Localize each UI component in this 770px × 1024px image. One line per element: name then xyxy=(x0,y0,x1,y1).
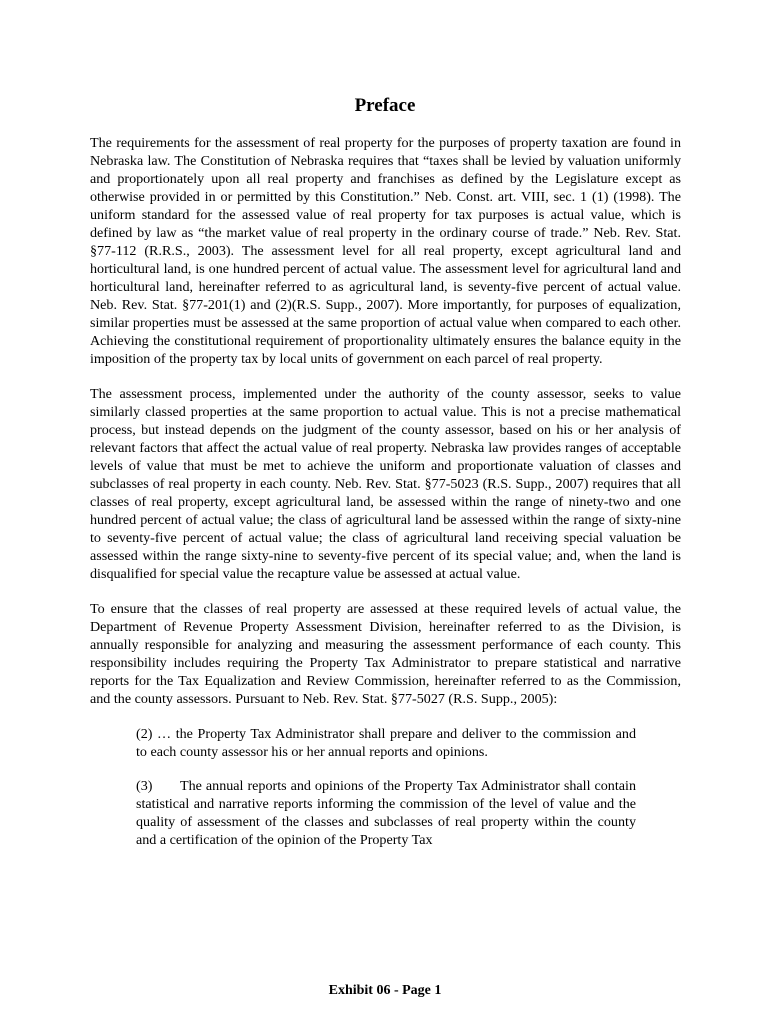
block-quote xyxy=(136,777,636,849)
quote-text: (2) … the Property Tax Administrator shall prepare and deliver to the commission and to each county assessor his or her annual reports and opinions. xyxy=(136,726,636,760)
document-body xyxy=(90,134,681,865)
page-footer: Exhibit 06 - Page 1 xyxy=(328,983,442,998)
paragraph: The assessment process, implemented under the authority of the county assessor, seeks to value similarly classed properties at the same proportion to actual value. This is not a precise mathematical process, but instead depends on the judgment of the county assessor, based on his or her analysis of relevant factors that affect the actual value of real property. Nebraska law provides ranges of acceptable levels of value that must be met to achieve the uniform and proportionate valuation of classes and subclasses of real property in each county. Neb. Rev. Stat. §77-5023 (R.S. Supp., 2007) requires that all classes of real property, except agricultural land, be assessed within the range of ninety-two and one hundred percent of actual value; the class of agricultural land be assessed within the range of sixty-nine to seventy-five percent of actual value; the class of agricultural land receiving special valuation be assessed within the range sixty-nine to seventy-five percent of its special value; and, when the land is disqualified for special value the recapture value be assessed at actual value. xyxy=(90,386,681,582)
page-title: Preface xyxy=(354,95,416,116)
quote-text: The annual reports and opinions of the Property Tax Administrator shall contain statistical and narrative reports informing the commission of the level of value and the quality of assessment of the classes and subclasses of real property within the county and a certification of the opinion of the Property Tax xyxy=(136,778,636,848)
quote-number: (3) xyxy=(136,778,153,794)
block-quote xyxy=(136,725,636,761)
paragraph: The requirements for the assessment of real property for the purposes of property taxation are found in Nebraska law. The Constitution of Nebraska requires that “taxes shall be levied by valuation uniformly and proportionately upon all real property and franchises as defined by the Legislature except as otherwise provided in or permitted by this Constitution.” Neb. Const. art. VIII, sec. 1 (1) (1998). The uniform standard for the assessed value of real property for tax purposes is actual value, which is defined by law as “the market value of real property in the ordinary course of trade.” Neb. Rev. Stat. §77-112 (R.R.S., 2003). The assessment level for all real property, except agricultural land and horticultural land, is one hundred percent of actual value. The assessment level for agricultural land and horticultural land, hereinafter referred to as agricultural land, is seventy-five percent of actual value. Neb. Rev. Stat. §77-201(1) and (2)(R.S. Supp., 2007). More importantly, for purposes of equalization, similar properties must be assessed at the same proportion of actual value when compared to each other. Achieving the constitutional requirement of proportionality ultimately ensures the balance equity in the imposition of the property tax by local units of government on each parcel of real property. xyxy=(90,135,681,367)
paragraph: To ensure that the classes of real property are assessed at these required levels of actual value, the Department of Revenue Property Assessment Division, hereinafter referred to as the Division, is annually responsible for analyzing and measuring the assessment performance of each county. This responsibility includes requiring the Property Tax Administrator to prepare statistical and narrative reports for the Tax Equalization and Review Commission, hereinafter referred to as the Commission, and the county assessors. Pursuant to Neb. Rev. Stat. §77-5027 (R.S. Supp., 2005): xyxy=(90,601,681,707)
